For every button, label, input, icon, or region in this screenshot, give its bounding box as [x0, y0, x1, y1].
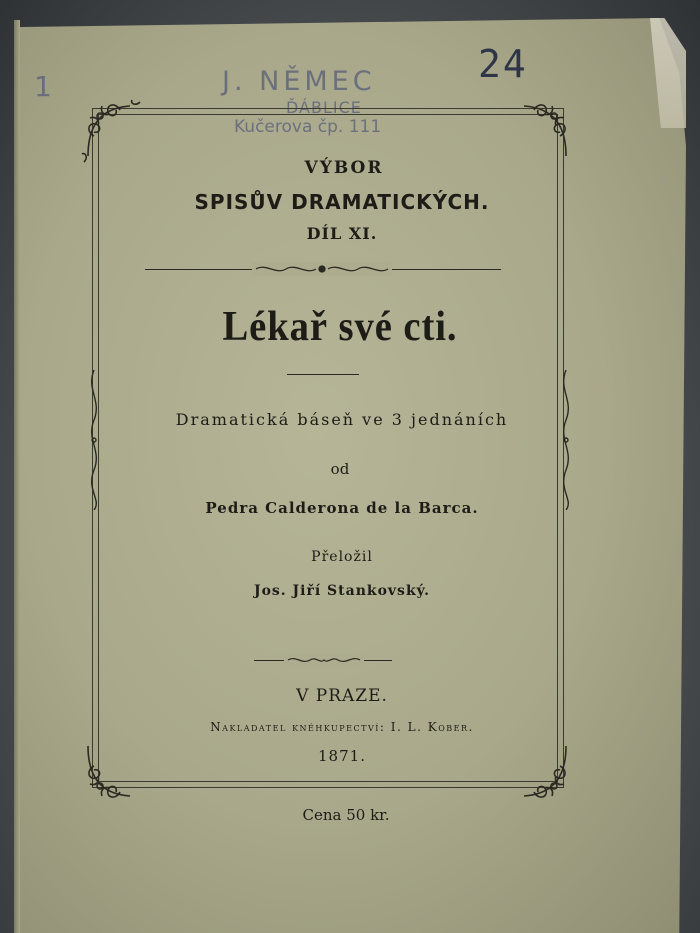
stamp-street: Kučerova čp. 111 — [234, 117, 382, 137]
author-name: Pedra Calderona de la Barca. — [205, 499, 479, 517]
stamp-partial-mark: 1 — [34, 70, 52, 103]
book-title: Lékař své cti. — [222, 304, 458, 350]
flourish-corner-icon — [80, 96, 150, 166]
divider-ornament-icon — [284, 654, 364, 666]
stamp-town: ĎÁBLICE — [286, 98, 362, 117]
volume-number: DÍL XI. — [306, 224, 378, 243]
flourish-side-left-icon — [84, 370, 104, 510]
flourish-corner-icon — [504, 96, 574, 166]
flourish-side-right-icon — [556, 370, 576, 510]
publication-year: 1871. — [318, 747, 366, 765]
by-label: od — [330, 460, 350, 478]
series-subtitle: SPISŮV DRAMATICKÝCH. — [194, 190, 490, 214]
book-subtitle: Dramatická báseň ve 3 jednáních — [175, 410, 509, 429]
translator-name: Jos. Jiří Stankovský. — [253, 583, 431, 599]
series-label: VÝBOR — [304, 158, 384, 178]
price: Cena 50 kr. — [302, 806, 390, 824]
publisher: Nakladatel knéhkupectví: I. L. Kober. — [210, 720, 474, 734]
cover-frame-inner — [98, 114, 558, 782]
divider-short-rule — [287, 374, 359, 375]
translated-by-label: Přeložil — [311, 549, 373, 565]
publication-place: V PRAZE. — [296, 686, 388, 706]
divider-ornament-icon — [252, 262, 392, 276]
stamp-owner-name: J. NĚMEC — [222, 66, 376, 97]
handwritten-number: 24 — [478, 42, 528, 86]
